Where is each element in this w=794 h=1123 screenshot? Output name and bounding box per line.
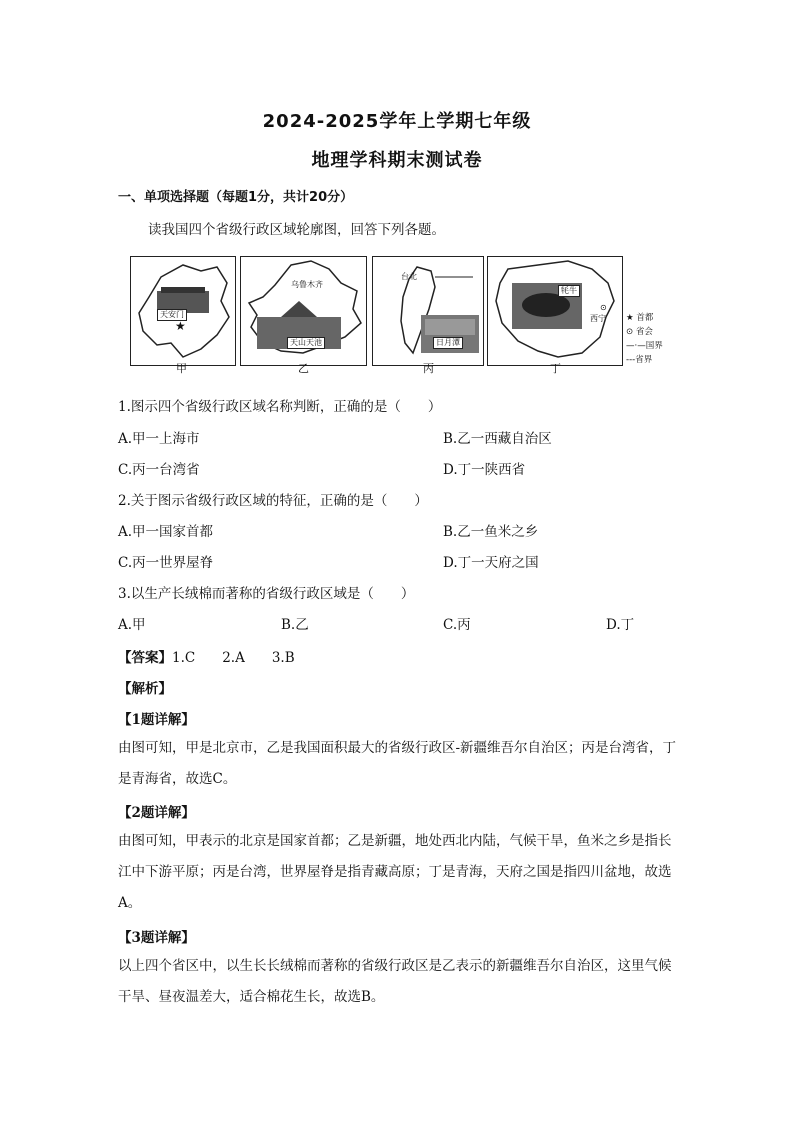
- question-2-stem: 2.关于图示省级行政区域的特征，正确的是（ ）: [118, 493, 428, 509]
- question-1-stem: 1.图示四个省级行政区域名称判断，正确的是（ ）: [118, 399, 442, 415]
- tianshan-tag: 天山天池: [287, 337, 325, 349]
- detail-1-text: 由图可知，甲是北京市，乙是我国面积最大的省级行政区-新疆维吾尔自治区；丙是台湾省，丁是青海省，故选C。: [118, 740, 677, 787]
- question-3-option-a: A.甲: [118, 617, 146, 633]
- detail-3-heading: 【3题详解】: [118, 930, 195, 946]
- province-maps-figure: [130, 253, 668, 373]
- question-1-option-d: D.丁一陕西省: [443, 462, 526, 478]
- map-panel-yi: [240, 256, 367, 366]
- exam-title-line1: 2024-2025学年上学期七年级: [262, 111, 532, 132]
- analysis-label: 【解析】: [118, 681, 172, 697]
- question-1-option-c: C.丙一台湾省: [118, 462, 200, 478]
- answer-label: 【答案】: [118, 650, 172, 666]
- map-panel-jia: [130, 256, 236, 366]
- section-intro: 读我国四个省级行政区域轮廓图，回答下列各题。: [148, 222, 445, 238]
- detail-2-heading: 【2题详解】: [118, 805, 195, 821]
- question-1-option-a: A.甲一上海市: [118, 431, 200, 447]
- exam-title-line2: 地理学科期末测试卷: [311, 150, 483, 171]
- question-2-option-c: C.丙一世界屋脊: [118, 555, 214, 571]
- answer-values: 1.C 2.A 3.B: [172, 650, 295, 666]
- question-2-option-b: B.乙一鱼米之乡: [443, 524, 539, 540]
- panel-label-bing: 丙: [423, 362, 434, 375]
- question-2-option-a: A.甲一国家首都: [118, 524, 214, 540]
- answer-line: [118, 646, 295, 666]
- detail-1-heading: 【1题详解】: [118, 712, 195, 728]
- detail-2-text: 由图可知，甲表示的北京是国家首都；乙是新疆，地处西北内陆，气候干旱，鱼米之乡是指长江中下游平原；丙是台湾，世界屋脊是指青藏高原；丁是青海，天府之国是指四川盆地，故选A。: [118, 833, 672, 911]
- question-1-option-b: B.乙一西藏自治区: [443, 431, 552, 447]
- question-3-option-b: B.乙: [281, 617, 309, 633]
- taiwan-outline-icon: [373, 257, 483, 365]
- provincial-capital-icon: ⊙: [600, 303, 607, 312]
- taibei-label: 台北: [401, 272, 417, 281]
- tiananmen-tag: 天安门: [157, 309, 187, 321]
- panel-label-jia: 甲: [176, 362, 187, 375]
- question-3-stem: 3.以生产长绒棉而著称的省级行政区域是（ ）: [118, 586, 415, 602]
- panel-label-yi: 乙: [298, 362, 309, 375]
- legend-item-provincial-capital: ⊙ 省会: [626, 327, 653, 337]
- xining-label: 西宁: [590, 314, 606, 323]
- yak-tag: 牦牛: [558, 285, 580, 297]
- map-panel-bing: [372, 256, 484, 366]
- question-3-option-d: D.丁: [606, 617, 635, 633]
- legend-item-provincial-border: ---省界: [626, 355, 653, 365]
- map-panel-ding: [487, 256, 623, 366]
- legend-item-national-border: —·—国界: [626, 341, 663, 351]
- panel-label-ding: 丁: [550, 362, 561, 375]
- section-heading: 一、单项选择题（每题1分，共计20分）: [118, 190, 354, 205]
- riyuetan-tag: 日月潭: [433, 337, 463, 349]
- legend-item-capital: ★ 首都: [626, 313, 654, 323]
- question-2-option-d: D.丁一天府之国: [443, 555, 539, 571]
- question-3-option-c: C.丙: [443, 617, 471, 633]
- map-legend: [626, 253, 668, 373]
- detail-3-text: 以上四个省区中，以生长长绒棉而著称的省级行政区是乙表示的新疆维吾尔自治区，这里气候干旱、昼夜温差大，适合棉花生长，故选B。: [118, 958, 672, 1005]
- capital-star-icon: ★: [175, 319, 186, 333]
- urumqi-label: 乌鲁木齐: [291, 280, 323, 289]
